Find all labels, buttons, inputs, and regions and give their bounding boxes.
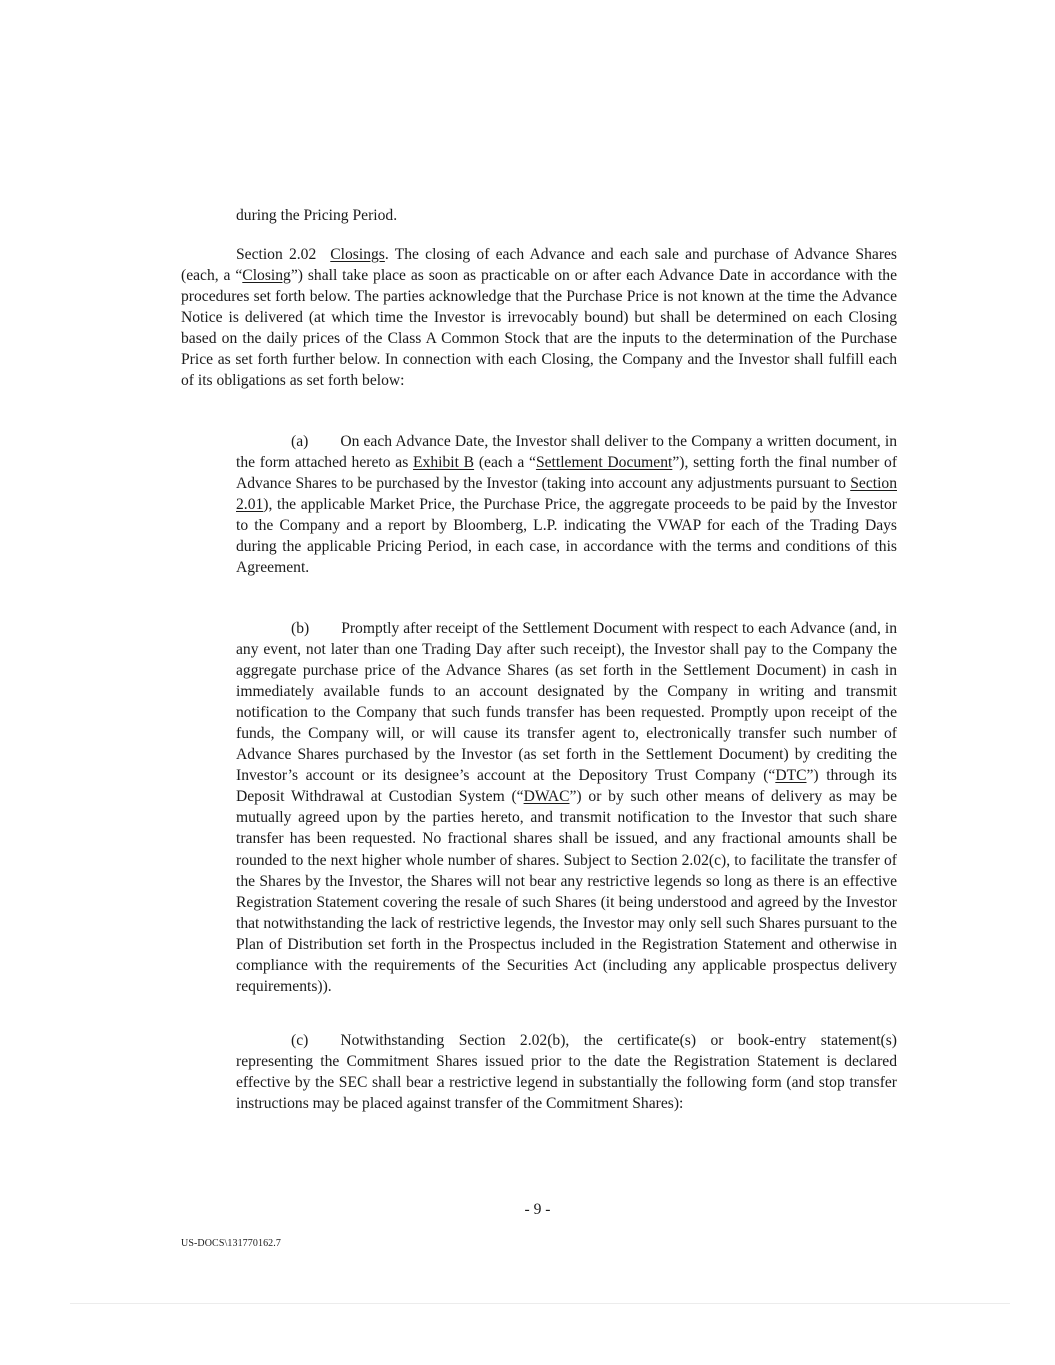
document-id: US-DOCS\131770162.7 <box>181 1238 281 1249</box>
subparagraph-a-text-4: ), the applicable Market Price, the Purchase Price, the aggregate proceeds to be paid by the Investor to the Company and a report by Bloomberg, L.P. indicating the VWAP for each of the Trading Days during the applicable Pricing Period, in each case, in accordance with the terms and conditions of this Agreement. <box>236 496 897 577</box>
subparagraph-c <box>236 1030 897 1114</box>
subparagraph-b-text-1: Promptly after receipt of the Settlement Document with respect to each Advance (and, in any event, not later than one Trading Day after such receipt), the Investor shall pay to the Company the aggregate purchase price of the Advance Shares (as set forth in the Settlement Document) in cash in immediately available funds to an account designated by the Company in writing and transmit notification to the Company that such funds transfer has been requested. Promptly upon receipt of the funds, the Company will, or will cause its transfer agent to, electronically transfer such number of Advance Shares purchased by the Investor (as set forth in the Settlement Document) by crediting the Investor’s account or its designee’s account at the Depository Trust Company (“ <box>236 620 897 785</box>
section-text-2: ”) shall take place as soon as practicable on or after each Advance Date in accordance with the procedures set forth below. The parties acknowledge that the Purchase Price is not known at the time the Advance Notice is delivered (at which time the Investor is irrevocably bound) but shall be determined on each Closing based on the daily prices of the Class A Common Stock that are the inputs to the determination of the Purchase Price as set forth further below. In connection with each Closing, the Company and the Investor shall fulfill each of its obligations as set forth below: <box>181 267 898 390</box>
page-number: - 9 - <box>524 1201 551 1218</box>
defined-term-dtc: DTC <box>775 767 807 785</box>
subparagraph-a-label: (a) <box>291 433 309 450</box>
subparagraph-b <box>236 618 897 997</box>
section-number: Section 2.02 <box>236 246 317 263</box>
intro-text: during the Pricing Period. <box>236 207 398 224</box>
section-2-01-reference: Section 2.01 <box>236 475 897 514</box>
subparagraph-c-text: Notwithstanding Section 2.02(b), the certificate(s) or book-entry statement(s) representing the Commitment Shares issued prior to the date the Registration Statement is declared effective by the SEC shall bear a restrictive legend in substantially the following form (and stop transfer instructions may be placed against transfer of the Commitment Shares): <box>236 1032 897 1113</box>
intro-paragraph <box>236 205 896 226</box>
subparagraph-a-text-1: On each Advance Date, the Investor shall deliver to the Company a written document, in the form attached hereto as <box>236 433 897 472</box>
section-text-1: . The closing of each Advance and each sale and purchase of Advance Shares (each, a “ <box>181 246 897 285</box>
section-title-closings: Closings <box>330 246 385 263</box>
subparagraph-b-text-2: ”) through its Deposit Withdrawal at Custodian System (“ <box>236 767 897 806</box>
bottom-divider <box>70 1303 1010 1304</box>
subparagraph-a-text-2: (each a “ <box>474 454 536 472</box>
defined-term-dwac: DWAC <box>523 788 570 806</box>
subparagraph-b-label: (b) <box>291 620 310 637</box>
subparagraph-a <box>236 431 897 578</box>
section-2-02-paragraph <box>181 244 897 391</box>
defined-term-closing: Closing <box>242 267 291 285</box>
subparagraph-c-label: (c) <box>291 1032 309 1049</box>
subparagraph-b-text-3: ”) or by such other means of delivery as may be mutually agreed upon by the parties hereto, and transmit notification to the Investor that such share transfer has been requested. No fractional shares shall be issued, and any fractional amounts shall be rounded to the next higher whole number of shares. Subject to Section 2.02(c), to facilitate the transfer of the Shares by the Investor, the Shares will not bear any restrictive legends so long as there is an effective Registration Statement covering the resale of such Shares (it being understood and agreed by the Investor that notwithstanding the lack of restrictive legends, the Investor may only sell such Shares pursuant to the Plan of Distribution set forth in the Prospectus included in the Registration Statement and otherwise in compliance with the requirements of the Securities Act (including any applicable prospectus delivery requirements)). <box>236 788 898 995</box>
defined-term-settlement-document: Settlement Document <box>535 454 673 472</box>
exhibit-b-reference: Exhibit B <box>413 454 475 472</box>
subparagraph-a-text-3: ”), setting forth the final number of Advance Shares to be purchased by the Investor (taking into account any adjustments pursuant to <box>236 454 898 493</box>
